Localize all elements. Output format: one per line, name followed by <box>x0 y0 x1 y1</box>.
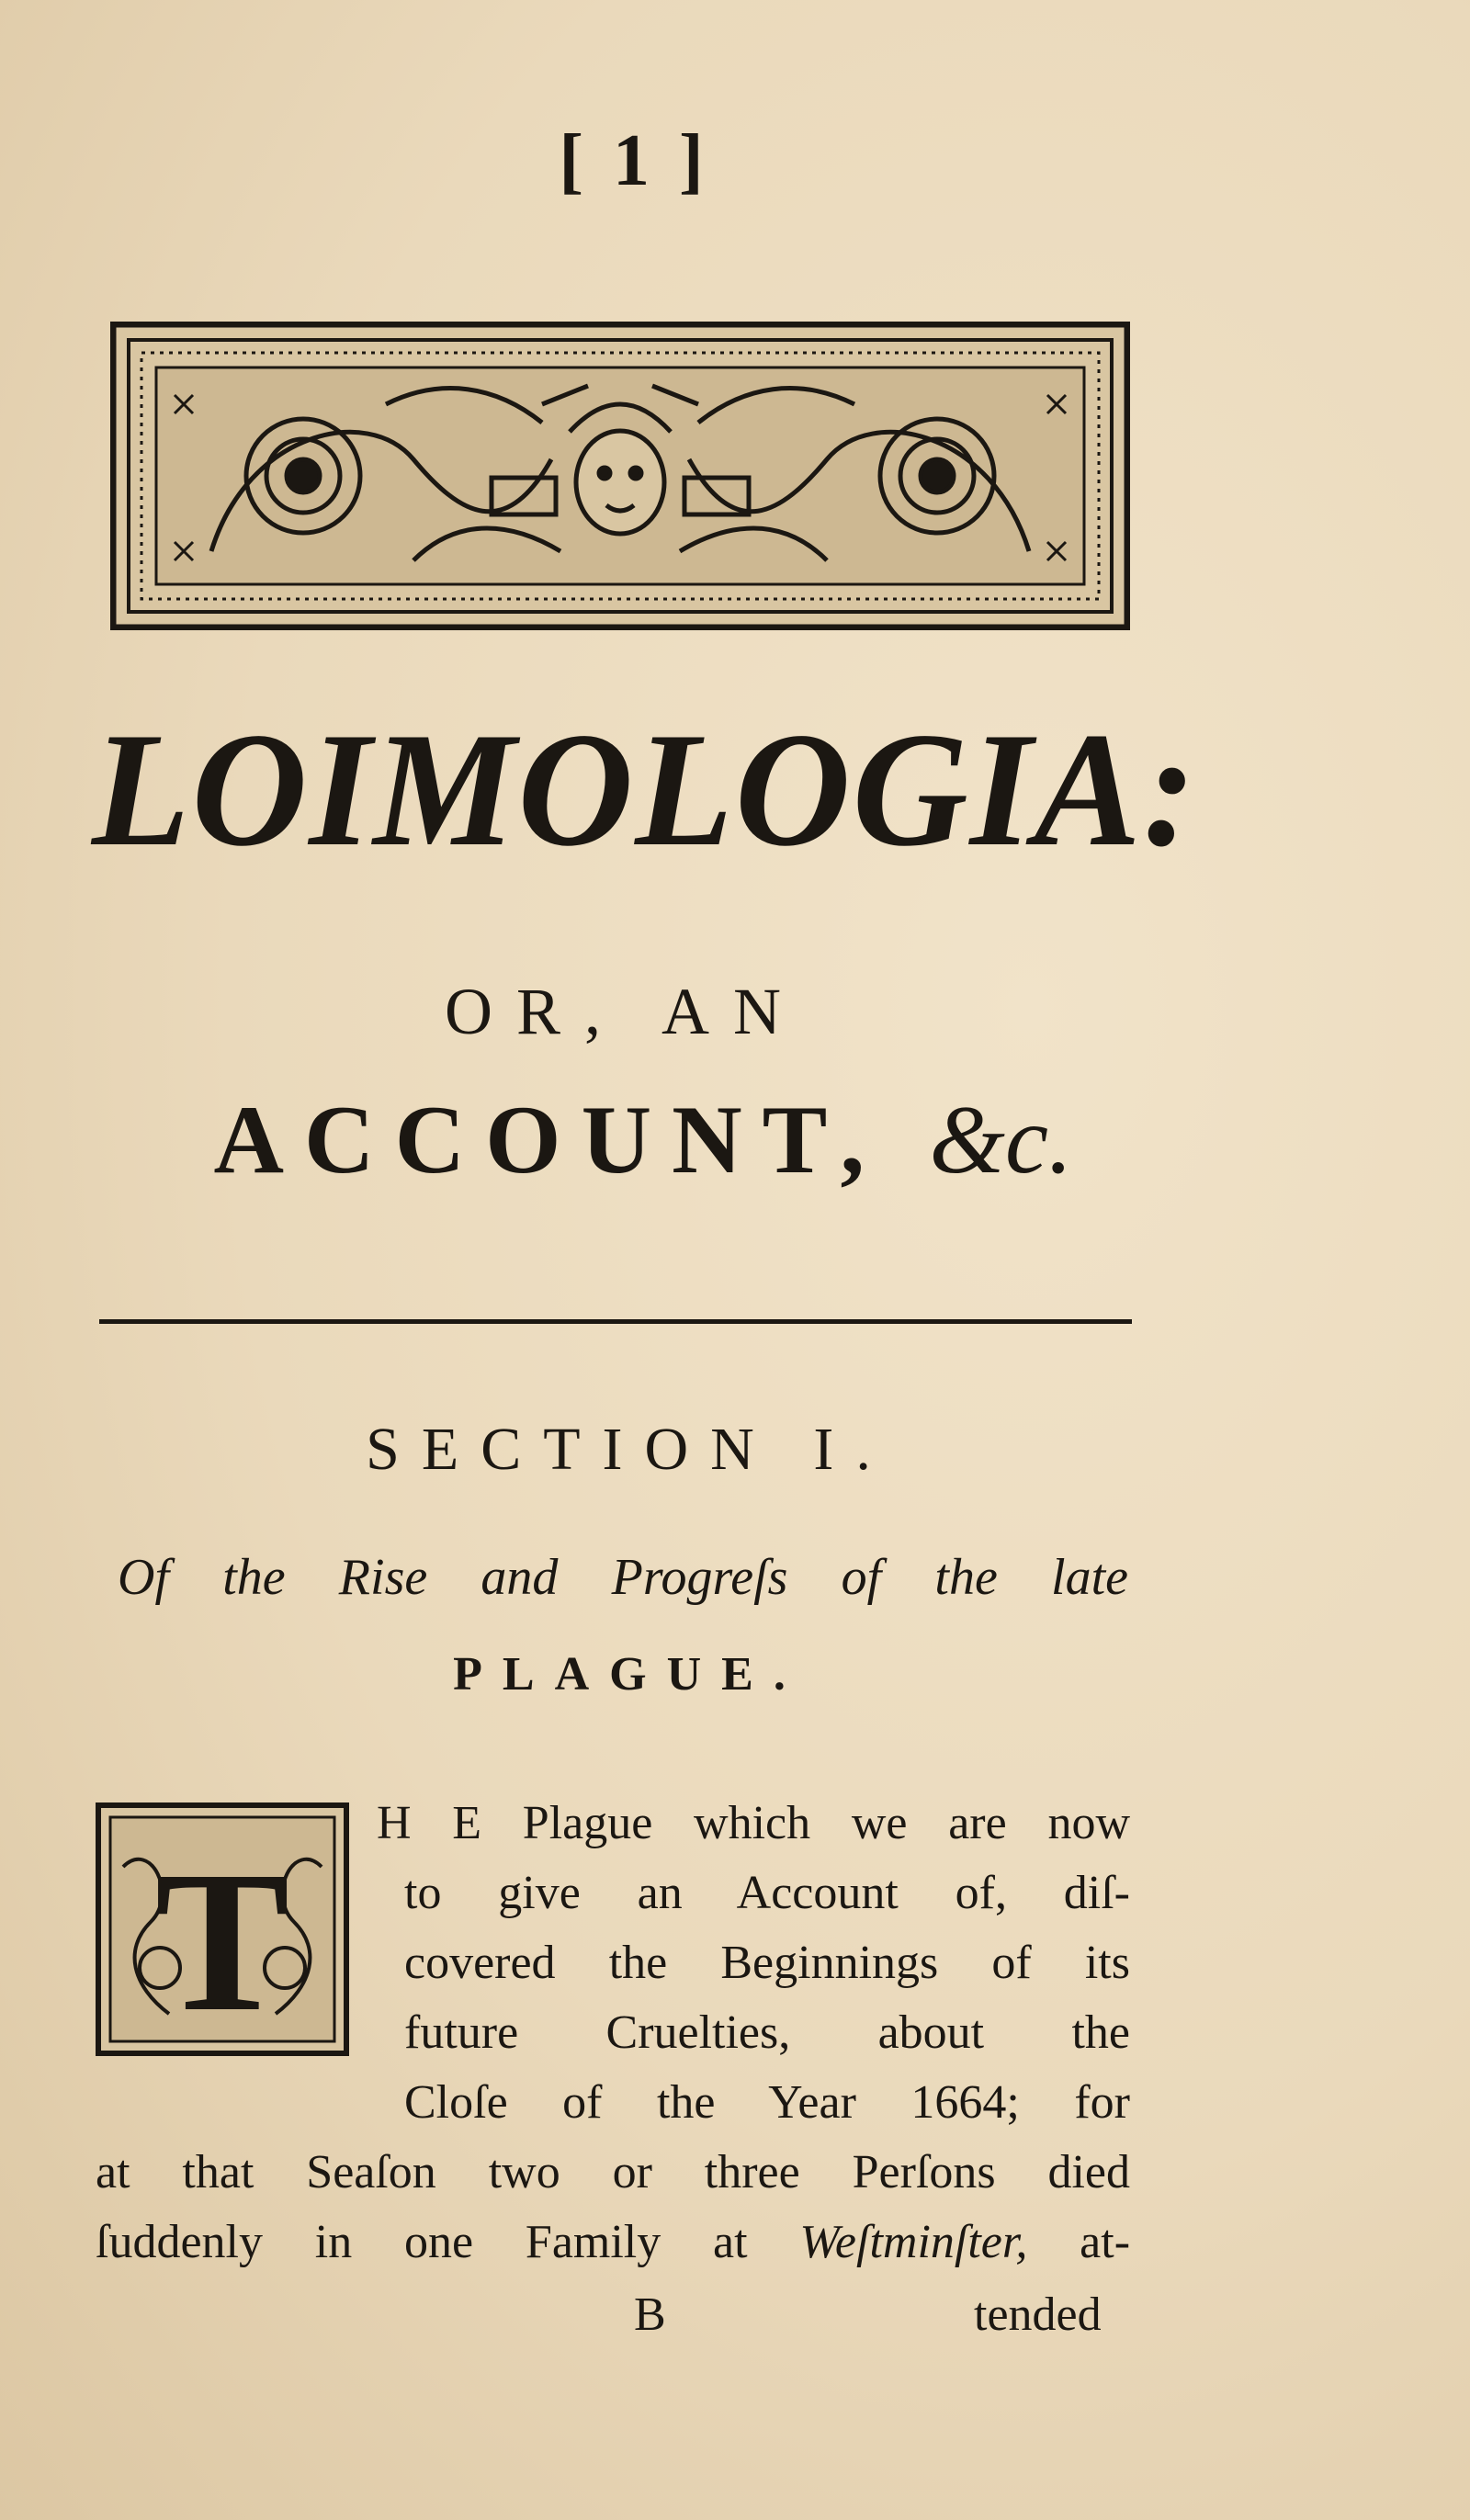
subtitle-etc: &c. <box>929 1086 1073 1193</box>
ornamental-headpiece <box>110 322 1130 630</box>
body-line-text: at- <box>1027 2216 1131 2268</box>
section-subheading: Of the Rise and Progreſs of the late <box>118 1549 1128 1606</box>
subtitle-or-an: OR, AN <box>444 975 806 1048</box>
bleed-through-text <box>349 147 359 194</box>
section-heading: SECTION I. <box>366 1416 893 1483</box>
horizontal-rule <box>99 1319 1132 1324</box>
catchword: tended <box>974 2288 1102 2341</box>
body-line: covered the Beginnings of its <box>404 1937 1130 1989</box>
subtitle-account <box>138 1084 1148 1196</box>
body-line: future Cruelties, about the <box>404 2006 1130 2059</box>
signature-mark: B <box>634 2288 666 2341</box>
book-title: LOIMOLOGIA: <box>92 698 1198 880</box>
body-line: at that Seaſon two or three Perſons died <box>96 2146 1130 2198</box>
body-line-text: ſuddenly in one Family at <box>96 2216 800 2268</box>
place-name: Weſtminſter, <box>799 2216 1028 2268</box>
drop-cap-letter: T <box>154 1829 290 2053</box>
body-line <box>96 2215 1130 2269</box>
body-line: to give an Account of, diſ- <box>404 1867 1130 1919</box>
section-subheading-plague: PLAGUE. <box>453 1648 806 1701</box>
body-line: Cloſe of the Year 1664; for <box>404 2076 1130 2129</box>
subtitle-account-word: ACCOUNT, <box>213 1086 886 1193</box>
body-line: H E Plague which we are now <box>377 1797 1130 1849</box>
decorated-initial <box>96 1802 349 2056</box>
page-number: [ 1 ] <box>559 120 709 201</box>
